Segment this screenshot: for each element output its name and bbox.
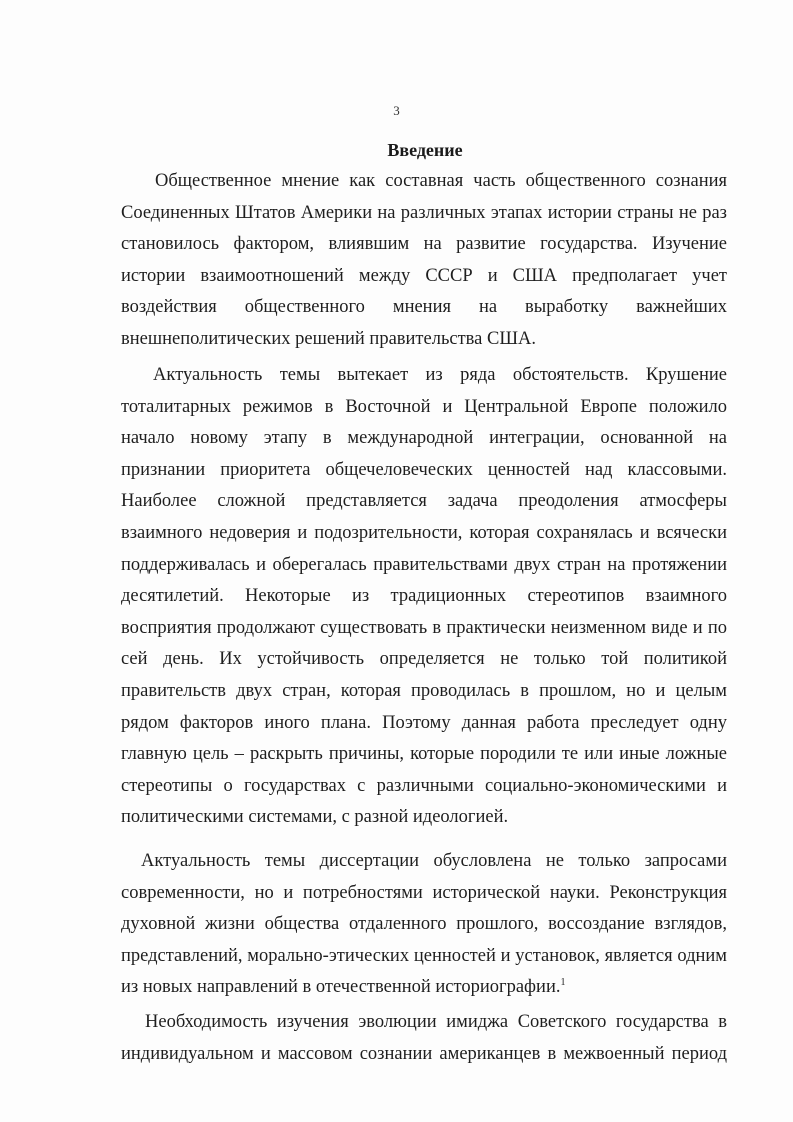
paragraph-4 xyxy=(121,1007,727,1070)
paragraph-2-text: Актуальность темы вытекает из ряда обстоятельств. Крушение тоталитарных режимов в Восточной и Центральной Европе положило начало новому этапу в международной интеграции, основанной на признании приоритета общечеловеческих ценностей над классовыми. Наиболее сложной представляется задача преодоления атмосферы взаимного недоверия и подозрительности, которая сохранялась и всячески поддерживалась и оберегалась правительствами двух стран на протяжении десятилетий. Некоторые из традиционных стереотипов взаимного восприятия продолжают существовать в практически неизменном виде и по сей день. Их устойчивость определяется не только той политикой правительств двух стран, которая проводилась в прошлом, но и целым рядом факторов иного плана. Поэтому данная работа преследует одну главную цель – раскрыть причины, которые породили те или иные ложные стереотипы о государствах с различными социально-экономическими и политическими системами, с разной идеологией. xyxy=(121,365,727,828)
section-heading: Введение xyxy=(387,140,463,160)
paragraph-2 xyxy=(121,360,727,834)
paragraph-1-text: Общественное мнение как составная часть общественного сознания Соединенных Штатов Америки на различных этапах истории страны не раз становилось фактором, влиявшим на развитие государства. Изучение истории взаимоотношений между СССР и США предполагает учет воздействия общественного мнения на выработку важнейших внешнеполитических решений правительства США. xyxy=(121,171,727,349)
paragraph-4-text: Необходимость изучения эволюции имиджа Советского государства в индивидуальном и массовом сознании американцев в межвоенный период xyxy=(121,1012,727,1064)
paragraph-3-text: Актуальность темы диссертации обусловлена не только запросами современности, но и потребностями исторической науки. Реконструкция духовной жизни общества отдаленного прошлого, воссоздание взглядов, представлений, морально-этических ценностей и установок, является одним из новых направлений в отечественной историографии. xyxy=(121,851,727,998)
paragraph-1 xyxy=(121,166,727,356)
footnote-marker: 1 xyxy=(560,977,566,989)
paragraph-3 xyxy=(121,846,727,1004)
page-number: 3 xyxy=(393,103,400,118)
